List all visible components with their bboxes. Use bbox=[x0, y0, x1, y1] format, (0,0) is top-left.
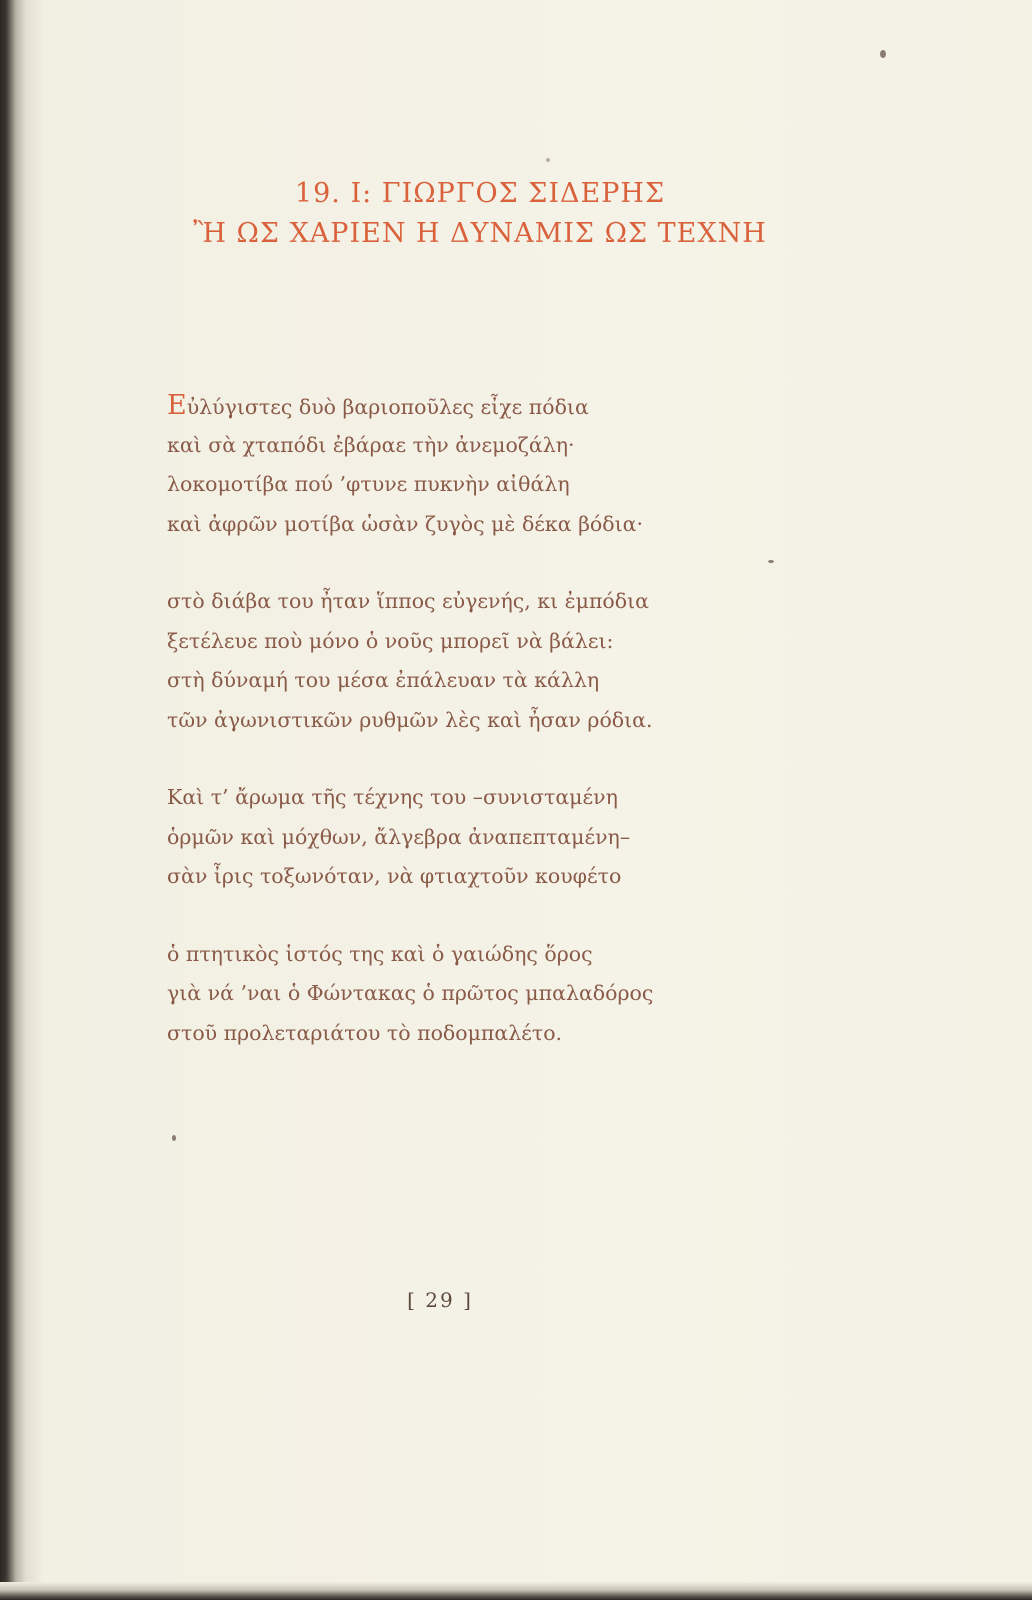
poem-title-number-line: 19. Ι: ΓΙΩΡΓΟΣ ΣΙΔΕΡΗΣ bbox=[294, 178, 666, 209]
poem-line: Καὶ τ’ ἄρωμα τῆς τέχνης του –συνισταμένη bbox=[167, 785, 618, 809]
page-bottom-edge bbox=[0, 1582, 1032, 1600]
poem-line: ξετέλευε ποὺ μόνο ὁ νοῦς μπορεῖ νὰ βάλει: bbox=[167, 628, 614, 653]
poem-line: καὶ ἀφρῶν μοτίβα ὡσὰν ζυγὸς μὲ δέκα βόδια· bbox=[167, 511, 644, 536]
poem-line: στὸ διάβα του ἦταν ἵππος εὐγενής, κι ἐμπόδια bbox=[167, 589, 650, 613]
poem-title-subtitle-line: Ἢ ΩΣ ΧΑΡΙΕΝ Η ΔΥΝΑΜΙΣ ΩΣ ΤΕΧΝΗ bbox=[193, 218, 767, 249]
ornament-dot bbox=[546, 158, 550, 162]
poem-line: τῶν ἀγωνιστικῶν ρυθμῶν λὲς καὶ ἦσαν ρόδια. bbox=[167, 707, 653, 732]
page-number: [ 29 ] bbox=[407, 1288, 473, 1312]
poem-line: στὴ δύναμή του μέσα ἐπάλευαν τὰ κάλλη bbox=[167, 668, 600, 692]
paper-speck bbox=[172, 1135, 176, 1141]
poem-line: λοκομοτίβα πού ’φτυνε πυκνὴν αἰθάλη bbox=[167, 472, 570, 496]
initial-letter: Ε bbox=[167, 390, 187, 421]
poem-line: ὁρμῶν καὶ μόχθων, ἄλγεβρα ἀναπεπταμένη– bbox=[167, 824, 631, 849]
poem-body bbox=[167, 386, 867, 1091]
stanza bbox=[167, 778, 867, 897]
stanza bbox=[167, 935, 867, 1054]
paper-speck bbox=[880, 50, 886, 58]
poem-line: Εὐλύγιστες δυὸ βαριοποῦλες εἶχε πόδια bbox=[167, 390, 589, 421]
poem-line: ὁ πτητικὸς ἱστός της καὶ ὁ γαιώδης ὅρος bbox=[167, 941, 593, 966]
poem-line: στοῦ προλεταριάτου τὸ ποδομπαλέτο. bbox=[167, 1020, 563, 1045]
poem-line: σὰν ἶρις τοξωνόταν, νὰ φτιαχτοῦν κουφέτο bbox=[167, 864, 622, 888]
poem-line: καὶ σὰ χταπόδι ἐβάραε τὴν ἀνεμοζάλη· bbox=[167, 432, 575, 457]
stanza bbox=[167, 386, 867, 544]
poem-line: γιὰ νά ’ναι ὁ Φώντακας ὁ πρῶτος μπαλαδόρος bbox=[167, 981, 654, 1005]
stanza bbox=[167, 582, 867, 740]
